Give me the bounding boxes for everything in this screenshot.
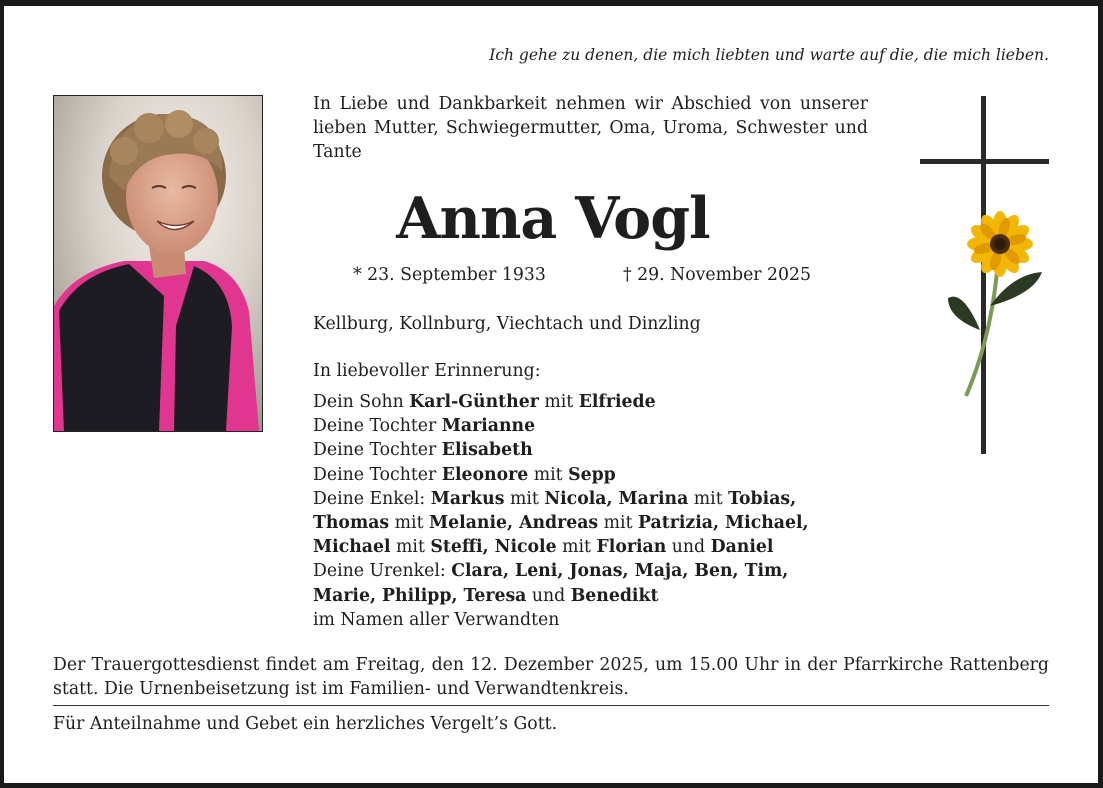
family-line xyxy=(313,463,853,487)
family-line xyxy=(313,584,853,608)
relative-name: Markus xyxy=(430,488,505,509)
connector-text: mit xyxy=(538,392,579,412)
portrait-illustration xyxy=(54,96,262,431)
relative-name: Patrizia, Michael, xyxy=(638,513,809,534)
connector-text: mit xyxy=(598,513,639,534)
portrait-photo xyxy=(53,95,263,432)
memory-heading: In liebevoller Erinnerung: xyxy=(313,361,541,381)
connector-text: mit xyxy=(389,513,430,534)
relative-name: Melanie, Andreas xyxy=(429,513,599,534)
relative-name: Michael xyxy=(313,537,391,558)
family-line xyxy=(313,390,853,414)
family-line xyxy=(313,559,853,583)
cross-with-sunflower xyxy=(918,96,1052,456)
relative-name: Marie, Philipp, Teresa xyxy=(313,585,527,606)
motto: Ich gehe zu denen, die mich liebten und warte auf die, die mich lieben. xyxy=(489,46,1049,64)
relation-text: Deine Urenkel: xyxy=(313,561,452,582)
death-date: † 29. November 2025 xyxy=(623,265,812,285)
relation-text: im Namen aller Verwandten xyxy=(313,609,560,630)
relation-text: Deine Tochter xyxy=(313,440,442,461)
family-line xyxy=(313,487,853,511)
relation-text: Deine Tochter xyxy=(313,464,442,485)
relative-name: Thomas xyxy=(313,513,390,534)
connector-text: mit xyxy=(504,488,545,509)
family-line xyxy=(313,535,853,559)
connector-text: und xyxy=(526,585,571,606)
birth-date: * 23. September 1933 xyxy=(353,265,546,285)
thanks-text: Für Anteilnahme und Gebet ein herzliches Vergelt’s Gott. xyxy=(53,714,558,734)
relative-name: Eleonore xyxy=(441,464,529,485)
relative-name: Daniel xyxy=(710,537,774,558)
connector-text: mit xyxy=(390,537,431,558)
family-list xyxy=(313,390,853,632)
cross-icon xyxy=(918,96,1052,456)
relative-name: Sepp xyxy=(568,464,616,485)
sunflower-icon xyxy=(967,211,1033,277)
relative-name: Steffi, Nicole xyxy=(430,537,557,558)
family-line xyxy=(313,414,853,438)
relative-name: Elfriede xyxy=(578,392,656,412)
relative-name: Benedikt xyxy=(570,585,659,606)
connector-text: und xyxy=(666,537,711,558)
relative-name: Marianne xyxy=(441,416,536,437)
places: Kellburg, Kollnburg, Viechtach und Dinzling xyxy=(313,314,701,334)
family-line xyxy=(313,608,853,632)
service-info: Der Trauergottesdienst findet am Freitag, den 12. Dezember 2025, um 15.00 Uhr in der Pfarrkirche Rattenberg statt. Die Urnenbeisetzung ist im Familien- und Verwandtenkreis. xyxy=(53,655,1049,699)
relative-name: Tobias, xyxy=(728,488,797,509)
relation-text: Deine Tochter xyxy=(313,416,442,437)
connector-text: mit xyxy=(556,537,597,558)
divider xyxy=(53,705,1049,706)
family-line xyxy=(313,438,853,462)
relative-name: Nicola, Marina xyxy=(544,488,689,509)
family-line xyxy=(313,511,853,535)
relation-text: Deine Enkel: xyxy=(313,488,431,509)
connector-text: mit xyxy=(688,488,729,509)
relative-name: Karl-Günther xyxy=(409,392,539,412)
relative-name: Elisabeth xyxy=(441,440,533,461)
relation-text: Dein Sohn xyxy=(313,392,410,412)
intro-text: In Liebe und Dankbarkeit nehmen wir Abschied von unserer lieben Mutter, Schwiegermutter, Oma, Uroma, Schwester und Tante xyxy=(313,94,868,162)
connector-text: mit xyxy=(528,464,569,485)
relative-name: Florian xyxy=(596,537,667,558)
deceased-name: Anna Vogl xyxy=(396,185,710,252)
relative-name: Clara, Leni, Jonas, Maja, Ben, Tim, xyxy=(451,561,789,582)
